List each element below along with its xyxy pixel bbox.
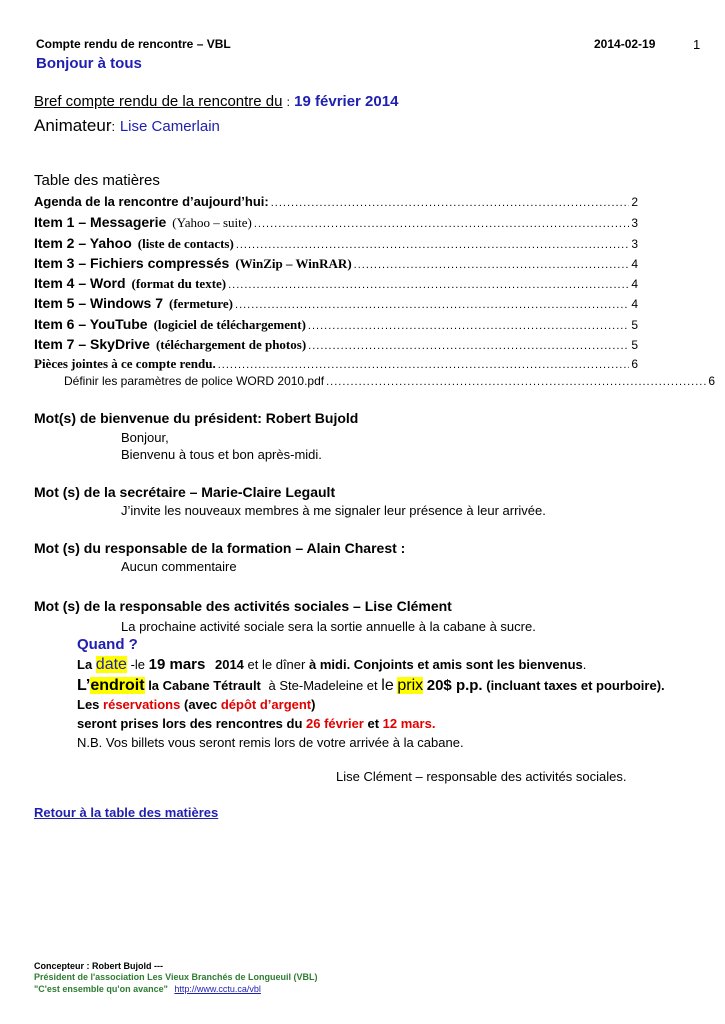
toc-leader [308,340,629,352]
social-heading: Mot (s) de la responsable des activités sociales – Lise Clément [34,598,452,614]
toc-entry-subtitle: (fermeture) [169,296,234,311]
dash-le: -le [130,657,146,672]
toc-leader [228,279,629,291]
footer-motto-line [34,984,261,994]
deposit-text: dépôt d’argent [220,697,312,712]
summary-colon: : [286,95,290,109]
toc-entry-title: Item 1 – Messagerie [34,214,167,230]
toc-entry-title: Item 2 – Yahoo [34,235,132,251]
toc-entry-title: Item 4 – Word [34,275,126,291]
toc-entry-attachment-pdf[interactable] [64,374,715,388]
toc-entry-page: 6 [631,357,638,371]
toc-entry-item4[interactable] [34,275,638,292]
price-value: 20$ p.p. [426,677,483,694]
toc-entry-page: 5 [631,338,638,352]
endroit-highlight: endroit [90,677,145,694]
couples-end: . [582,657,587,672]
toc-leader [271,197,630,209]
toc-entry-page: 3 [631,237,638,251]
place-name: la Cabane Tétrault [148,678,261,693]
toc-entry-title: Item 5 – Windows 7 [34,295,164,311]
secretary-heading: Mot (s) de la secrétaire – Marie-Claire Legault [34,484,336,500]
summary-label: Bref compte rendu de la rencontre du [34,93,283,110]
meeting-dates-line [77,716,435,731]
toc-entry-page: 6 [708,374,715,388]
meeting-date: 19 février 2014 [294,93,399,110]
toc-entry-item6[interactable] [34,316,638,333]
toc-entry-item3[interactable] [34,255,638,272]
footer-url-link[interactable]: http://www.cctu.ca/vbl [174,984,261,994]
la-label: La [77,657,93,672]
footer-president: Président de l'association Les Vieux Branchés de Longueuil (VBL) [34,972,318,982]
back-to-toc-link[interactable]: Retour à la table des matières [34,805,219,820]
toc-leader [354,259,630,271]
nb-line: N.B. Vos billets vous seront remis lors de votre arrivée à la cabane. [77,735,464,750]
doc-header-title: Compte rendu de rencontre – VBL [36,37,231,51]
social-date-line [77,656,586,674]
toc-entry-title: Définir les paramètres de police WORD 2010.pdf [64,374,325,388]
l-prefix: L’ [77,677,91,694]
quand-heading: Quand ? [77,636,138,653]
et-text: et [367,716,380,731]
le-label: le [381,677,394,694]
animator-label: Animateur [34,116,112,135]
toc-entry-subtitle: (liste de contacts) [137,236,234,251]
toc-entry-subtitle: (téléchargement de photos) [155,337,307,352]
toc-leader [254,218,629,230]
greeting: Bonjour à tous [36,55,142,72]
animator-colon: : [111,119,116,134]
toc-entry-item7[interactable] [34,336,638,353]
social-place-line [77,677,665,695]
page-number: 1 [693,37,701,52]
noon-text: à midi [308,657,347,672]
toc-entry-title: Pièces jointes à ce compte rendu. [34,356,216,371]
close-paren: ) [311,697,316,712]
training-heading: Mot (s) du responsable de la formation – Alain Charest : [34,540,406,556]
event-date: 19 mars [148,656,206,673]
toc-entry-item1[interactable] [34,214,638,231]
event-year: 2014 [214,657,244,672]
dinner-text: et le dîner [247,657,306,672]
footer-designer: Concepteur : Robert Bujold --- [34,961,163,971]
location-text: à Ste-Madeleine et [268,678,378,693]
president-heading: Mot(s) de bienvenue du président: Robert Bujold [34,410,359,426]
toc-leader [308,320,629,332]
toc-entry-title: Item 6 – YouTube [34,316,148,332]
summary-line [34,93,398,110]
footer-motto: "C'est ensemble qu'on avance" [34,984,168,994]
toc-entry-page: 4 [631,277,638,291]
toc-entry-page: 4 [631,257,638,271]
avec-text: (avec [183,697,218,712]
toc-entry-subtitle: (format du texte) [131,276,227,291]
toc-entry-attachments[interactable] [34,356,638,372]
price-note: (incluant taxes et pourboire). [486,678,665,693]
toc-leader [236,239,630,251]
toc-leader [218,359,630,371]
toc-entry-page: 5 [631,318,638,332]
toc-entry-item5[interactable] [34,295,638,312]
toc-entry-item2[interactable] [34,235,638,252]
toc-entry-title: Agenda de la rencontre d’aujourd’hui: [34,194,269,209]
toc-leader [326,376,706,388]
toc-leader [235,299,629,311]
social-signature: Lise Clément – responsable des activités sociales. [336,769,627,784]
animator-name: Lise Camerlain [119,118,220,135]
meeting-date-2: 12 mars. [382,716,436,731]
toc-entry-agenda[interactable] [34,194,638,209]
social-line-1: La prochaine activité sociale sera la sortie annuelle à la cabane à sucre. [121,619,536,634]
toc-entry-page: 3 [631,216,638,230]
les-label: Les [77,697,100,712]
president-line-2: Bienvenu à tous et bon après-midi. [121,447,322,462]
training-line-1: Aucun commentaire [121,559,237,574]
president-line-1: Bonjour, [121,430,169,445]
toc-entry-page: 4 [631,297,638,311]
meeting-date-1: 26 février [306,716,364,731]
toc-entry-page: 2 [631,195,638,209]
date-highlight: date [95,656,127,673]
animator-line [34,116,220,136]
seront-text: seront prises lors des rencontres du [77,716,303,731]
doc-header-date: 2014-02-19 [594,37,656,51]
toc-entry-subtitle: (Yahoo – suite) [172,215,252,230]
toc-title: Table des matières [34,172,160,189]
reservations-text: réservations [103,697,181,712]
toc-entry-title: Item 3 – Fichiers compressés [34,255,230,271]
couples-text: . Conjoints et amis sont les bienvenus [346,657,583,672]
toc-entry-title: Item 7 – SkyDrive [34,336,150,352]
reservations-line [77,697,315,712]
toc-entry-subtitle: (WinZip – WinRAR) [235,256,352,271]
toc-entry-subtitle: (logiciel de téléchargement) [153,317,306,332]
secretary-line-1: J’invite les nouveaux membres à me signaler leur présence à leur arrivée. [121,503,546,518]
prix-highlight: prix [397,677,424,694]
